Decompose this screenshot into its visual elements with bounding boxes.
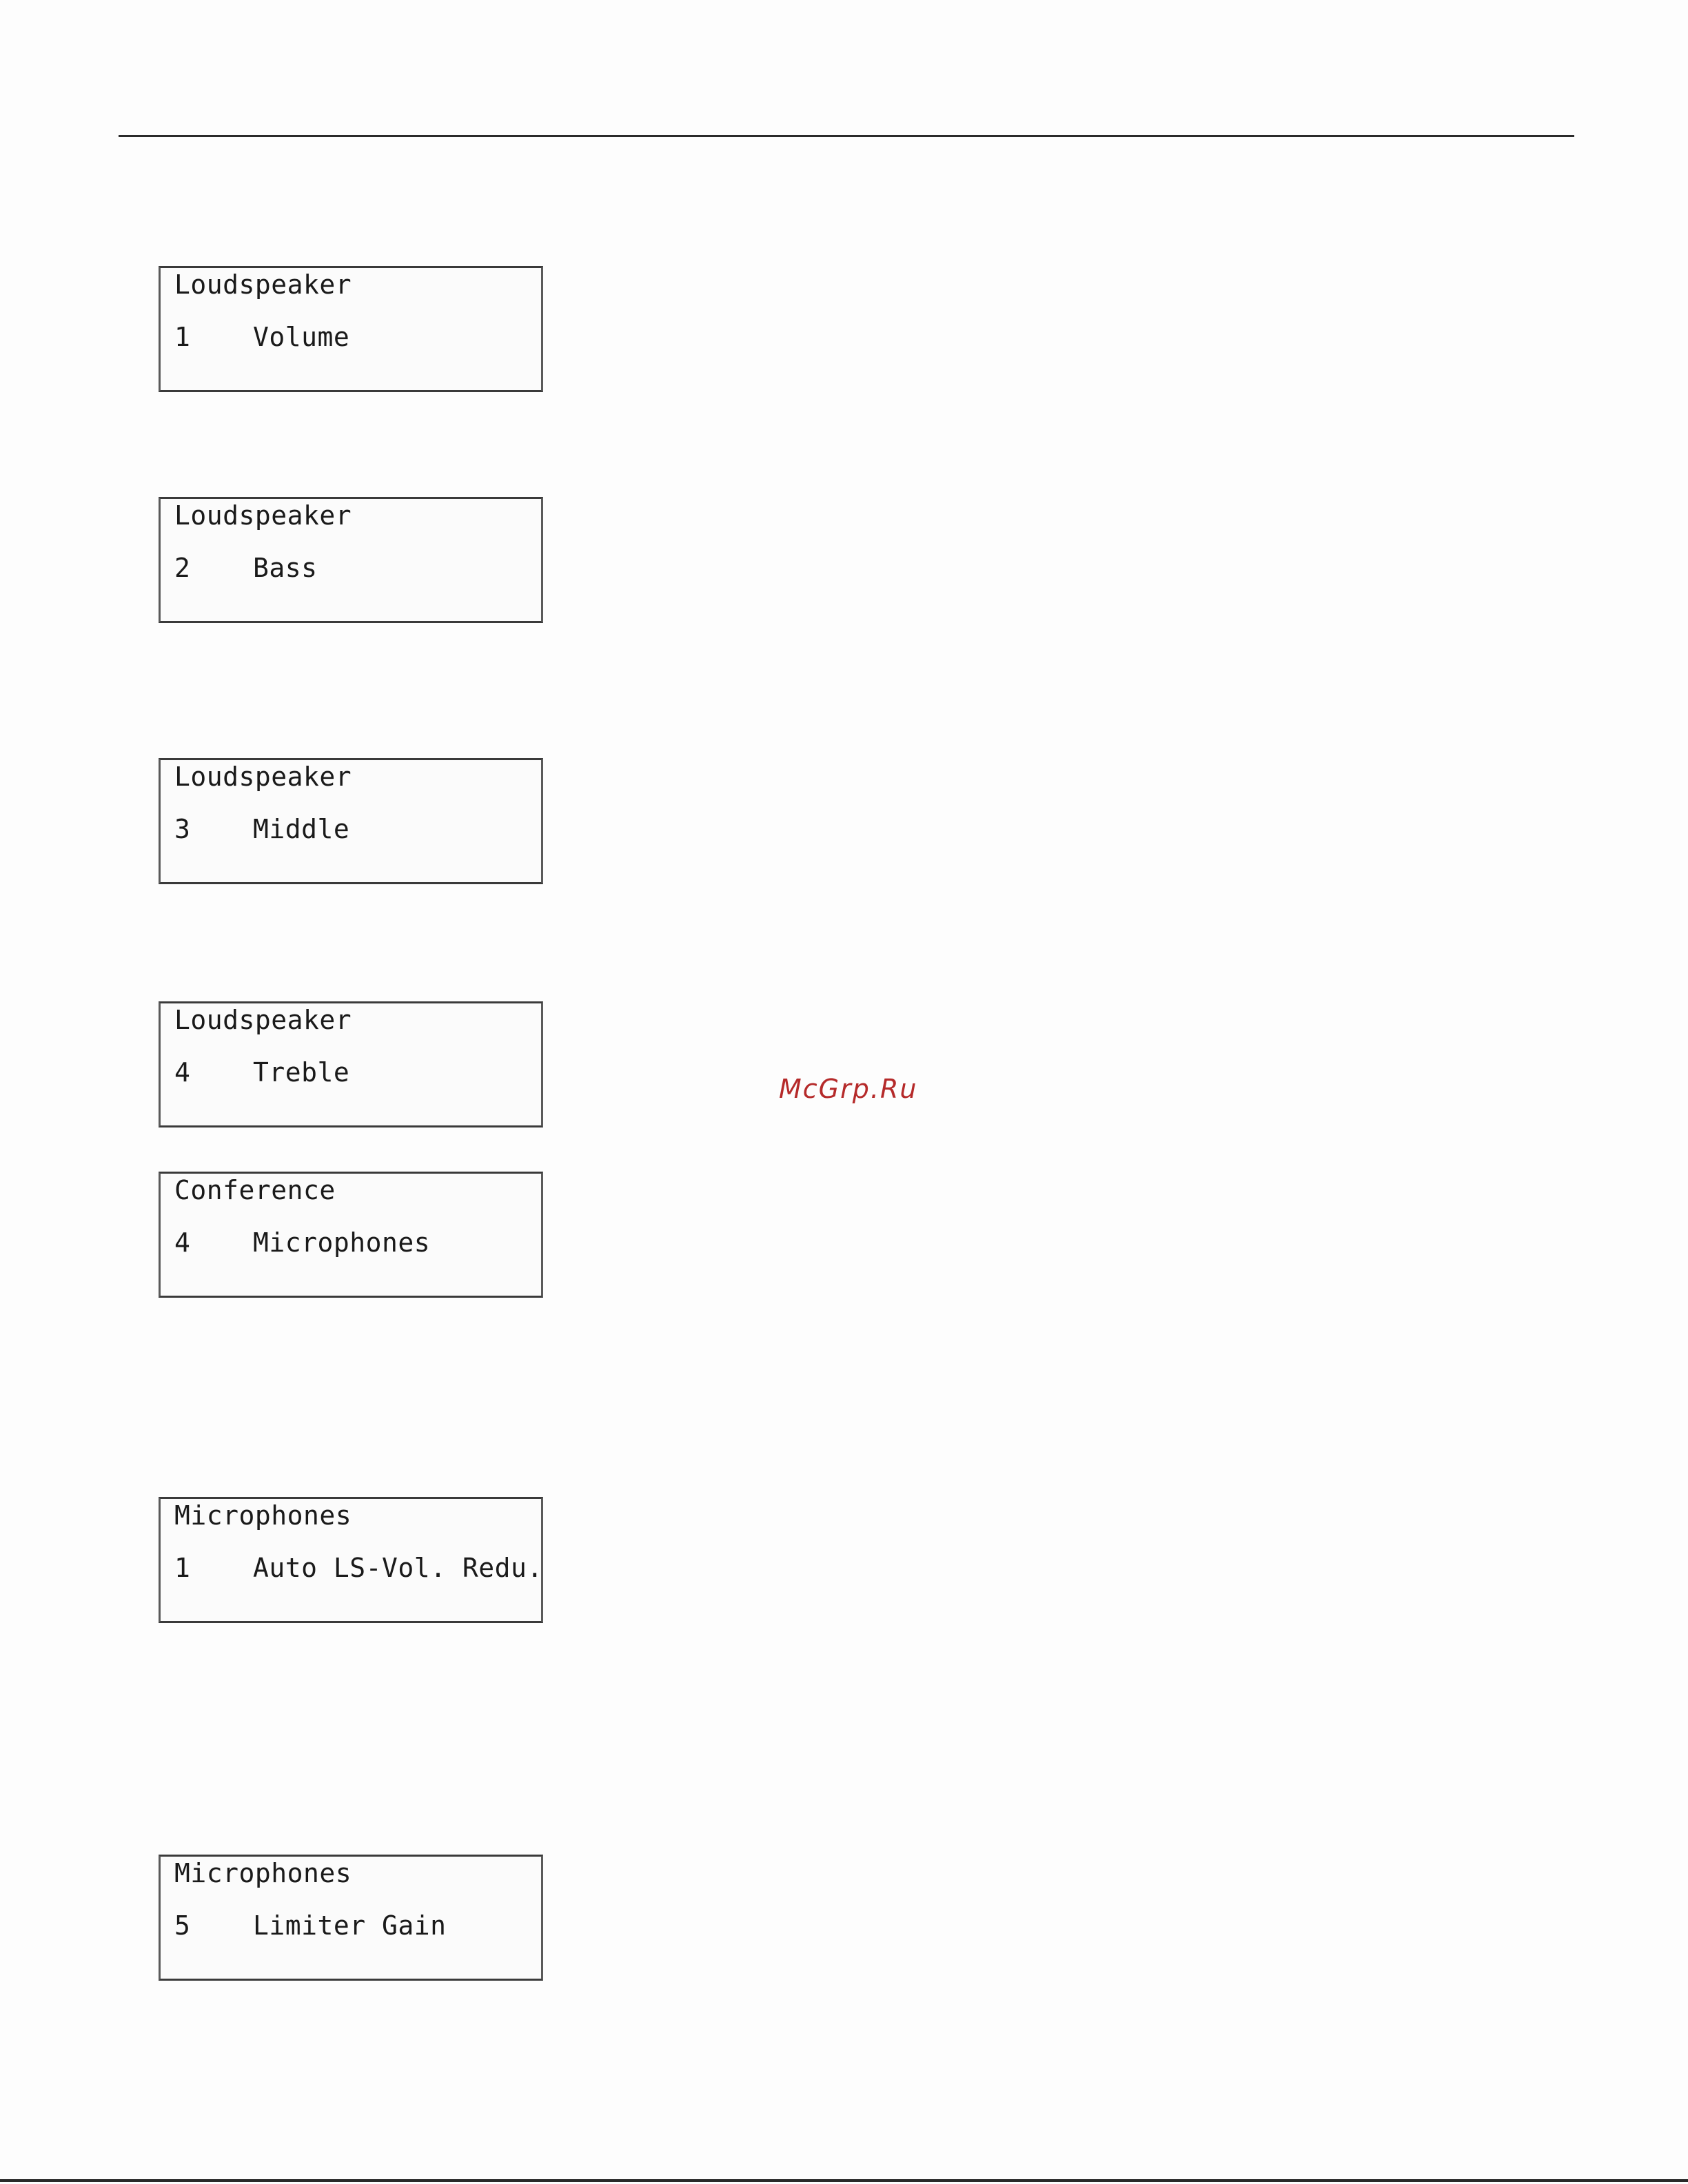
lcd-menu-entry xyxy=(174,1057,349,1089)
lcd-item-label: Volume xyxy=(253,322,350,352)
lcd-item-number: 4 xyxy=(174,1227,191,1258)
watermark-text: McGrp.Ru xyxy=(779,1074,918,1104)
lcd-item-number: 5 xyxy=(174,1910,191,1941)
lcd-item-label: Microphones xyxy=(253,1227,431,1258)
lcd-display-microphones-limiter-gain xyxy=(159,1855,543,1981)
lcd-menu-entry xyxy=(174,553,318,584)
lcd-menu-title: Microphones xyxy=(174,1858,352,1888)
lcd-display-conference-microphones xyxy=(159,1172,543,1298)
lcd-display-loudspeaker-volume xyxy=(159,266,543,392)
lcd-menu-title: Loudspeaker xyxy=(174,269,352,300)
footer-rule xyxy=(0,2179,1688,2182)
lcd-display-loudspeaker-middle xyxy=(159,758,543,884)
lcd-menu-title: Conference xyxy=(174,1175,336,1205)
lcd-item-label: Auto LS-Vol. Redu. xyxy=(253,1553,543,1583)
lcd-menu-title: Loudspeaker xyxy=(174,762,352,792)
lcd-item-label: Bass xyxy=(253,553,318,583)
lcd-item-number: 1 xyxy=(174,322,191,352)
lcd-menu-entry xyxy=(174,814,349,846)
lcd-display-loudspeaker-bass xyxy=(159,497,543,623)
lcd-item-number: 3 xyxy=(174,814,191,844)
lcd-item-label: Middle xyxy=(253,814,350,844)
lcd-menu-entry xyxy=(174,1910,447,1942)
lcd-menu-title: Loudspeaker xyxy=(174,500,352,531)
lcd-display-loudspeaker-treble xyxy=(159,1001,543,1127)
lcd-menu-entry xyxy=(174,1227,430,1259)
lcd-menu-entry xyxy=(174,1553,543,1584)
lcd-display-microphones-auto-ls-vol xyxy=(159,1497,543,1623)
lcd-item-label: Treble xyxy=(253,1057,350,1088)
lcd-menu-title: Microphones xyxy=(174,1500,352,1531)
lcd-item-number: 4 xyxy=(174,1057,191,1088)
lcd-item-label: Limiter Gain xyxy=(253,1910,447,1941)
lcd-menu-title: Loudspeaker xyxy=(174,1005,352,1035)
lcd-item-number: 2 xyxy=(174,553,191,583)
lcd-item-number: 1 xyxy=(174,1553,191,1583)
header-rule xyxy=(119,135,1574,137)
lcd-menu-entry xyxy=(174,322,349,354)
